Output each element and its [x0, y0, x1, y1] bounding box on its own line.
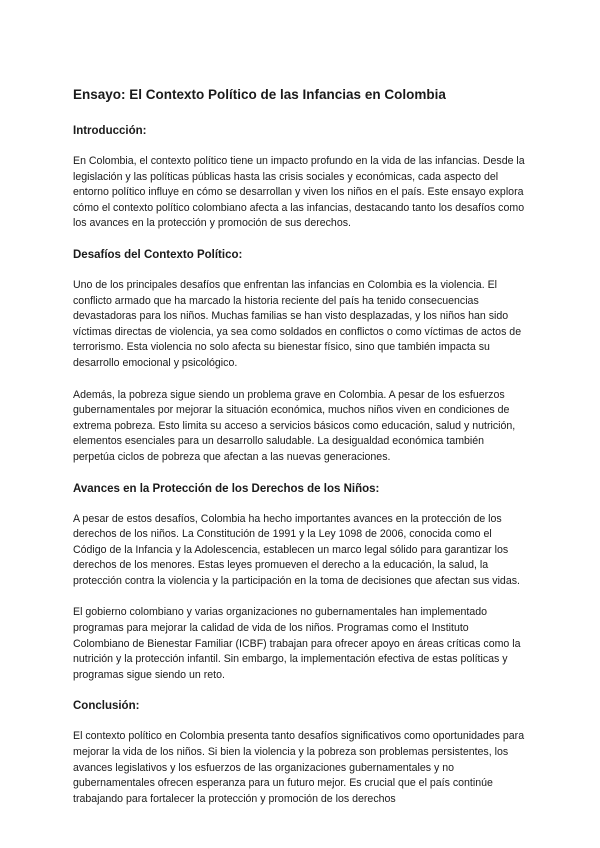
- section-challenges: [73, 248, 528, 466]
- document-title: Ensayo: El Contexto Político de las Infancias en Colombia: [73, 87, 446, 102]
- section-advances: [73, 482, 528, 684]
- paragraph: El contexto político en Colombia presenta tanto desafíos significativos como oportunidades para mejorar la vida de los niños. Si bien la violencia y la pobreza son problemas persistentes, los avances legislativos y los esfuerzos de las organizaciones gubernamentales y no gubernamentales ofrecen esperanza para un futuro mejor. Es crucial que el país continúe trabajando para fortalecer la protección y promoción de los derechos: [73, 730, 525, 805]
- document-page: [73, 86, 528, 807]
- paragraph: Además, la pobreza sigue siendo un problema grave en Colombia. A pesar de los esfuerzos gubernamentales por mejorar la situación económica, muchos niños viven en condiciones de extrema pobreza. Esto limita su acceso a servicios básicos como educación, salud y nutrición, elementos esenciales para un desarrollo saludable. La desigualdad económica también perpetúa ciclos de pobreza que afectan a las nuevas generaciones.: [73, 388, 516, 463]
- paragraph: A pesar de estos desafíos, Colombia ha hecho importantes avances en la protección de los derechos de los niños. La Constitución de 1991 y la Ley 1098 de 2006, conocida como el Código de la Infancia y la Adolescencia, establecen un marco legal sólido para garantizar los derechos de los menores. Estas leyes promueven el derecho a la educación, la salud, la protección contra la violencia y la participación en la toma de decisiones que afectan sus vidas.: [73, 512, 520, 587]
- section-heading: Introducción:: [73, 125, 147, 137]
- section-heading: Avances en la Protección de los Derechos de los Niños:: [73, 482, 380, 495]
- paragraph: El gobierno colombiano y varias organizaciones no gubernamentales han implementado programas para mejorar la calidad de vida de los niños. Programas como el Instituto Colombiano de Bienestar Familiar (ICBF) trabajan para ofrecer apoyo en áreas críticas como la nutrición y la protección infantil. Sin embargo, la implementación efectiva de estas políticas y programas sigue siendo un reto.: [73, 606, 521, 681]
- paragraph: Uno de los principales desafíos que enfrentan las infancias en Colombia es la violencia. El conflicto armado que ha marcado la historia reciente del país ha tenido consecuencias devastadoras para los niños. Muchas familias se han visto desplazadas, y los niños han sido víctimas directas de violencia, ya sea como soldados en conflictos o como víctimas de actos de terrorismo. Esta violencia no solo afecta su bienestar físico, sino que también impacta su desarrollo emocional y psicológico.: [73, 278, 522, 369]
- section-introduction: [73, 124, 528, 232]
- section-heading: Conclusión:: [73, 700, 140, 713]
- section-heading: Desafíos del Contexto Político:: [73, 248, 243, 261]
- paragraph: En Colombia, el contexto político tiene un impacto profundo en la vida de las infancias. Desde la legislación y las políticas públicas hasta las crisis sociales y económicas, cada aspecto del entorno político influye en cómo se desarrollan y viven los niños en el país. Este ensayo explora cómo el contexto político colombiano afecta a las infancias, destacando tanto los desafíos como los avances en la protección y promoción de sus derechos.: [73, 155, 525, 230]
- section-conclusion: [73, 699, 528, 807]
